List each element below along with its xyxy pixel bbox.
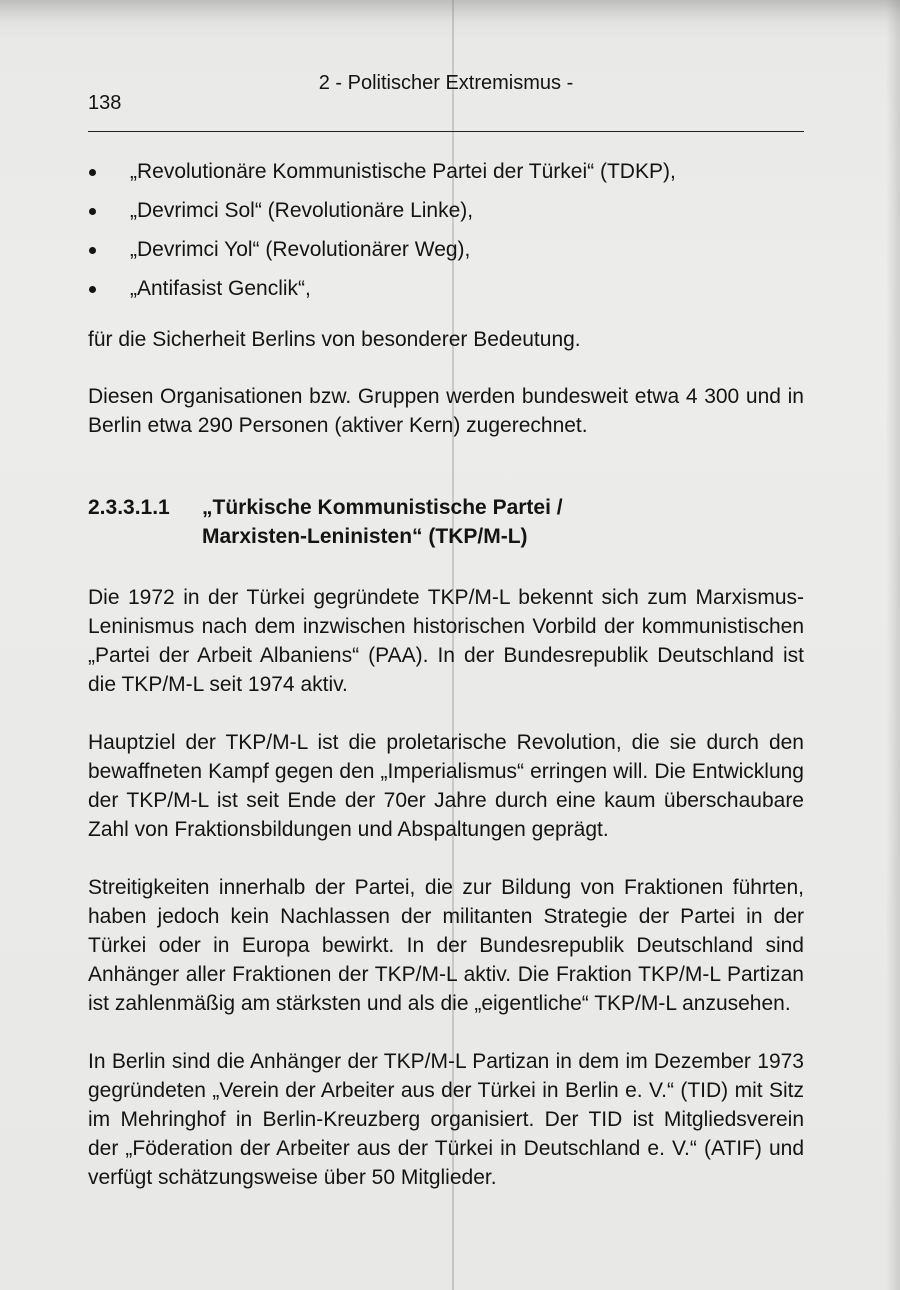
bullet-icon [89,286,96,293]
list-item-text: „Devrimci Yol“ (Revolutionärer Weg), [130,238,471,261]
section-title: „Türkische Kommunistische Partei / Marxisten-Leninisten“ (TKP/M-L) [202,496,563,548]
list-item [88,235,804,274]
list-item-text: „Revolutionäre Kommunistische Partei der Türkei“ (TDKP), [130,160,676,183]
paragraph-2: Diesen Organisationen bzw. Gruppen werden bundesweit etwa 4 300 und in Berlin etwa 290 Personen (aktiver Kern) zugerechnet. [88,385,804,437]
list-item-text: „Devrimci Sol“ (Revolutionäre Linke), [130,199,474,222]
paragraph-1: für die Sicherheit Berlins von besonderer Bedeutung. [88,328,581,351]
bullet-icon [89,247,96,254]
organization-list [88,157,804,313]
list-item [88,274,804,313]
header-rule [88,131,804,132]
list-item [88,196,804,235]
list-item [88,157,804,196]
paragraph-6: In Berlin sind die Anhänger der TKP/M-L Partizan in dem im Dezember 1973 gegründeten „Verein der Arbeiter aus der Türkei in Berlin e. V.“ (TID) mit Sitz im Mehringhof in Berlin-Kreuzberg organisiert. Der TID ist Mitgliedsverein der „Föderation der Arbeiter aus der Türkei in Deutschland e. V.“ (ATIF) und verfügt schätzungsweise über 50 Mitglieder. [88,1050,804,1189]
list-item-text: „Antifasist Genclik“, [130,277,311,300]
page-number: 138 [88,92,122,114]
running-title: 2 - Politischer Extremismus - [318,72,574,94]
section-number: 2.3.3.1.1 [88,496,170,519]
section-heading [88,493,804,551]
scan-shadow-right [886,0,900,1290]
page-header [88,62,804,132]
paragraph-3: Die 1972 in der Türkei gegründete TKP/M-L bekennt sich zum Marxismus-Leninismus nach dem inzwischen historischen Vorbild der kommunistischen „Partei der Arbeit Albaniens“ (PAA). In der Bundesrepublik Deutschland ist die TKP/M-L seit 1974 aktiv. [88,586,804,696]
paragraph-4: Hauptziel der TKP/M-L ist die proletarische Revolution, die sie durch den bewaffneten Kampf gegen den „Imperialismus“ erringen will. Die Entwicklung der TKP/M-L ist seit Ende der 70er Jahre durch eine kaum überschaubare Zahl von Fraktionsbildungen und Abspaltungen geprägt. [88,731,804,841]
page-body [88,157,804,1192]
bullet-icon [89,208,96,215]
paragraph-5: Streitigkeiten innerhalb der Partei, die zur Bildung von Fraktionen führten, haben jedoch kein Nachlassen der militanten Strategie der Partei in der Türkei oder in Europa bewirkt. In der Bundesrepublik Deutschland sind Anhänger aller Fraktionen der TKP/M-L aktiv. Die Fraktion TKP/M-L Partizan ist zahlenmäßig am stärksten und als die „eigentliche“ TKP/M-L anzusehen. [88,876,804,1015]
bullet-icon [89,169,96,176]
scan-shadow-top [0,0,900,22]
